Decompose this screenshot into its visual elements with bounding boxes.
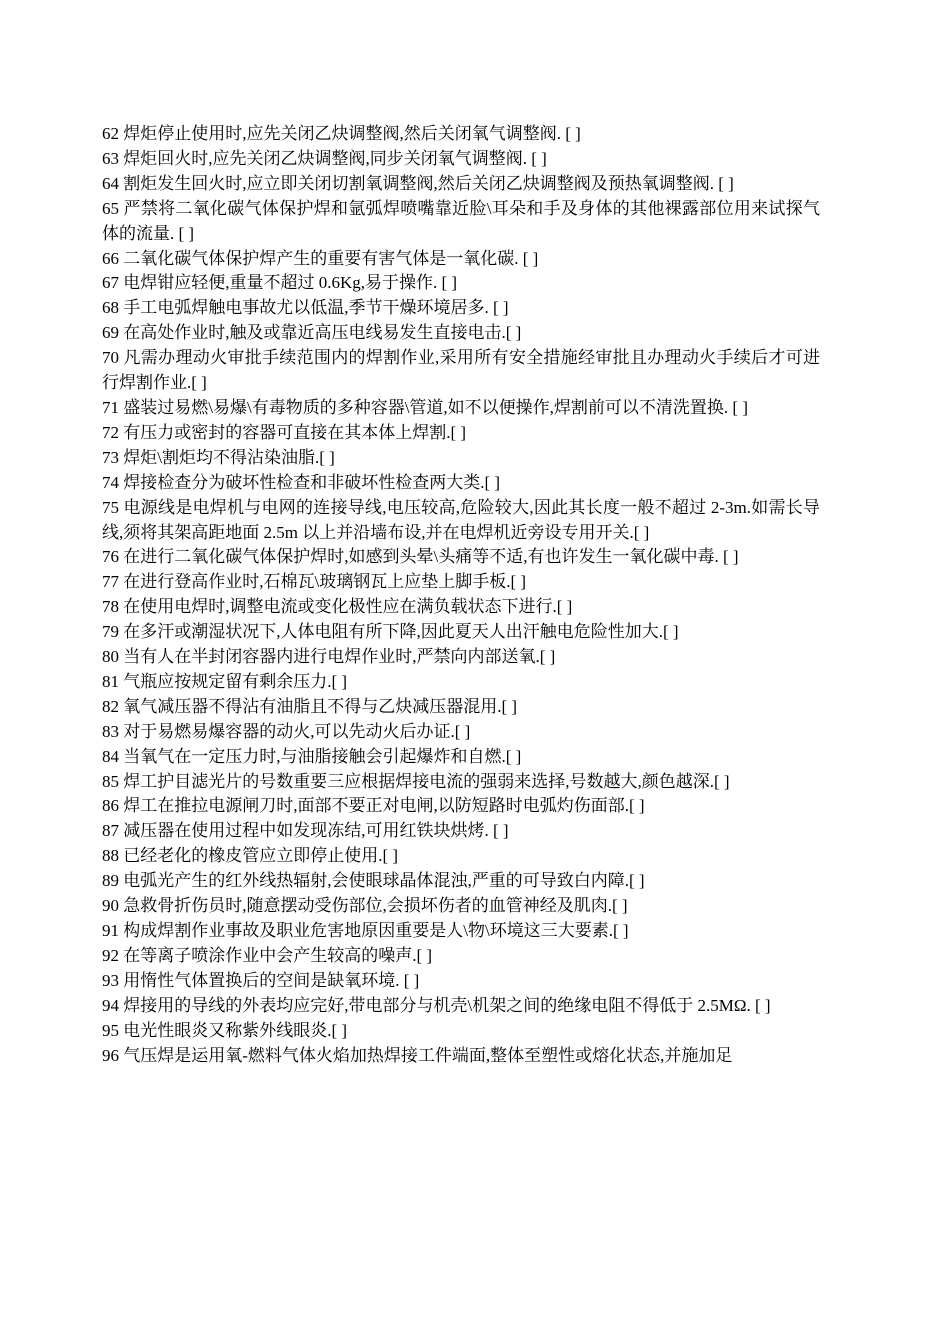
- question-85: 85 焊工护目滤光片的号数重要三应根据焊接电流的强弱来选择,号数越大,颜色越深.[ ]: [102, 771, 730, 791]
- question-list: [102, 122, 820, 1068]
- question-92: 92 在等离子喷涂作业中会产生较高的噪声.[ ]: [102, 945, 433, 965]
- question-81: 81 气瓶应按规定留有剩余压力.[ ]: [102, 671, 348, 691]
- question-72: 72 有压力或密封的容器可直接在其本体上焊割.[ ]: [102, 422, 467, 442]
- question-71: 71 盛装过易燃\易爆\有毒物质的多种容器\管道,如不以便操作,焊割前可以不清洗置换. [ ]: [102, 397, 748, 417]
- question-91: 91 构成焊割作业事故及职业危害地原因重要是人\物\环境这三大要素.[ ]: [102, 921, 629, 940]
- question-64: 64 割炬发生回火时,应立即关闭切割氧调整阀,然后关闭乙炔调整阀及预热氧调整阀. [ ]: [102, 173, 734, 193]
- question-94: 94 焊接用的导线的外表均应完好,带电部分与机壳\机架之间的绝缘电阻不得低于 2.5MΩ. [ ]: [102, 995, 771, 1015]
- question-73: 73 焊炬\割炬均不得沾染油脂.[ ]: [102, 447, 335, 467]
- question-93: 93 用惰性气体置换后的空间是缺氧环境. [ ]: [102, 970, 420, 990]
- question-96: 96 气压焊是运用氧-燃料气体火焰加热焊接工件端面,整体至塑性或熔化状态,并施加足: [102, 1045, 733, 1065]
- question-84: 84 当氧气在一定压力时,与油脂接触会引起爆炸和自燃.[ ]: [102, 746, 522, 766]
- question-69: 69 在高处作业时,触及或靠近高压电线易发生直接电击.[ ]: [102, 323, 522, 343]
- question-86: 86 焊工在推拉电源闸刀时,面部不要正对电闸,以防短路时电弧灼伤面部.[ ]: [102, 796, 645, 816]
- question-83: 83 对于易燃易爆容器的动火,可以先动火后办证.[ ]: [102, 721, 471, 741]
- question-95: 95 电光性眼炎又称紫外线眼炎.[ ]: [102, 1020, 348, 1040]
- question-82: 82 氧气减压器不得沾有油脂且不得与乙炔减压器混用.[ ]: [102, 696, 518, 716]
- question-75: 75 电源线是电焊机与电网的连接导线,电压较高,危险较大,因此其长度一般不超过 2-3m.如需长导线,须将其架高距地面 2.5m 以上并沿墙布设,并在电焊机近旁设专用开关.[ ]: [102, 497, 820, 542]
- question-88: 88 已经老化的橡皮管应立即停止使用.[ ]: [102, 846, 399, 866]
- question-78: 78 在使用电焊时,调整电流或变化极性应在满负载状态下进行.[ ]: [102, 597, 573, 617]
- question-79: 79 在多汗或潮湿状况下,人体电阻有所下降,因此夏天人出汗触电危险性加大.[ ]: [102, 622, 679, 642]
- question-68: 68 手工电弧焊触电事故尤以低温,季节干燥环境居多. [ ]: [102, 298, 509, 318]
- question-77: 77 在进行登高作业时,石棉瓦\玻璃钢瓦上应垫上脚手板.[ ]: [102, 572, 527, 592]
- question-90: 90 急救骨折伤员时,随意摆动受伤部位,会损坏伤者的血管神经及肌肉.[ ]: [102, 896, 628, 916]
- question-65: 65 严禁将二氧化碳气体保护焊和氩弧焊喷嘴靠近脸\耳朵和手及身体的其他裸露部位用来试探气体的流量. [ ]: [102, 198, 820, 243]
- question-87: 87 减压器在使用过程中如发现冻结,可用红铁块烘烤. [ ]: [102, 821, 509, 841]
- question-80: 80 当有人在半封闭容器内进行电焊作业时,严禁向内部送氧.[ ]: [102, 647, 556, 667]
- question-63: 63 焊炬回火时,应先关闭乙炔调整阀,同步关闭氧气调整阀. [ ]: [102, 148, 547, 168]
- question-70: 70 凡需办理动火审批手续范围内的焊割作业,采用所有安全措施经审批且办理动火手续后才可进行焊割作业.[ ]: [102, 348, 820, 393]
- question-67: 67 电焊钳应轻便,重量不超过 0.6Kg,易于操作. [ ]: [102, 273, 458, 293]
- question-76: 76 在进行二氧化碳气体保护焊时,如感到头晕\头痛等不适,有也许发生一氧化碳中毒. [ ]: [102, 547, 739, 567]
- question-89: 89 电弧光产生的红外线热辐射,会使眼球晶体混浊,严重的可导致白内障.[ ]: [102, 871, 645, 891]
- question-62: 62 焊炬停止使用时,应先关闭乙炔调整阀,然后关闭氧气调整阀. [ ]: [102, 124, 581, 143]
- question-66: 66 二氧化碳气体保护焊产生的重要有害气体是一氧化碳. [ ]: [102, 248, 539, 268]
- question-74: 74 焊接检查分为破坏性检查和非破坏性检查两大类.[ ]: [102, 472, 501, 492]
